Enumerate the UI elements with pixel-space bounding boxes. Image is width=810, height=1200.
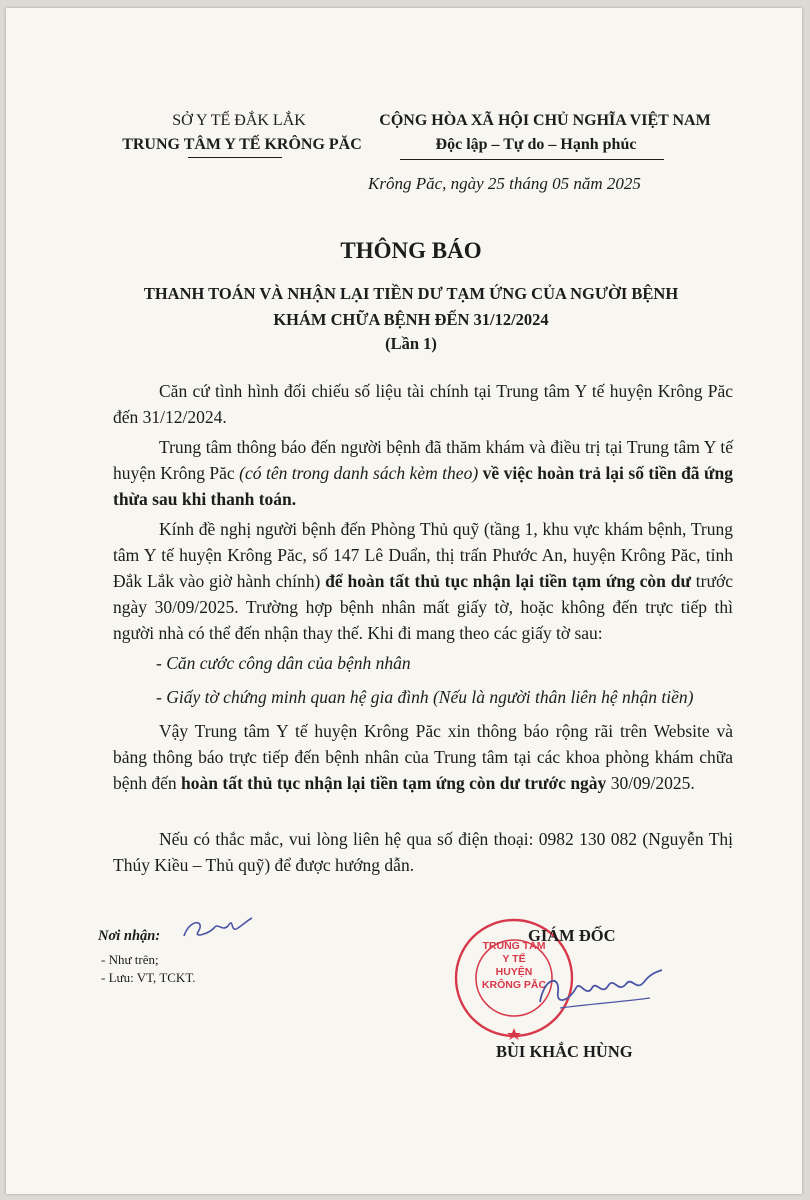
recipients-label: Nơi nhận: (98, 928, 161, 944)
p2-italic: (có tên trong danh sách kèm theo) (239, 463, 479, 483)
title-sub2: KHÁM CHỮA BỆNH ĐẾN 31/12/2024 (273, 310, 549, 329)
director-signature (530, 958, 670, 1018)
paragraph-5 (113, 826, 733, 878)
p3-text-end: trước ngày 30/09/2025. Trường hợp bệnh nhân mất giấy tờ, hoặc không đến trực tiếp thì người nhà có thể đến nhận thay thế. Khi đi mang theo các giấy tờ sau: (113, 571, 733, 643)
bullet-1: - Căn cước công dân của bệnh nhân (156, 653, 411, 673)
paragraph-5-text: Nếu có thắc mắc, vui lòng liên hệ qua số điện thoại: 0982 130 082 (Nguyễn Thị Thúy Kiều – Thủ quỹ) để được hướng dẫn. (113, 829, 733, 875)
nation-line2: Độc lập – Tự do – Hạnh phúc (435, 136, 637, 153)
document-page (6, 8, 802, 1194)
initials-signature (178, 908, 258, 944)
agency-line2: TRUNG TÂM Y TẾ KRÔNG PĂC (122, 136, 362, 153)
paragraph-1-text: Căn cứ tình hình đối chiếu số liệu tài chính tại Trung tâm Y tế huyện Krông Păc đến 31/12/2024. (113, 381, 733, 427)
stamp-line1: TRUNG TÂM (482, 940, 546, 952)
nation-underline (400, 159, 664, 160)
signer-title: GIÁM ĐỐC (528, 926, 616, 945)
p3-bold: để hoàn tất thủ tục nhận lại tiền tạm ứng còn dư (325, 571, 691, 591)
p4-bold: hoàn tất thủ tục nhận lại tiền tạm ứng còn dư trước ngày (181, 773, 607, 793)
p4-text: Vậy Trung tâm Y tế huyện Krông Păc xin thông báo rộng rãi trên Website và bảng thông báo trực tiếp đến bệnh nhân của Trung tâm tại các khoa phòng khám chữa bệnh đến (113, 721, 733, 793)
title-sub1: THANH TOÁN VÀ NHẬN LẠI TIỀN DƯ TẠM ỨNG CỦA NGƯỜI BỆNH (143, 284, 679, 303)
paragraph-4 (113, 718, 733, 796)
agency-line1: SỞ Y TẾ ĐẮK LẮK (172, 112, 306, 129)
signer-name: BÙI KHẮC HÙNG (496, 1042, 633, 1061)
stamp-line2: Y TẾ (502, 953, 526, 965)
paragraph-1 (113, 378, 733, 430)
place-date: Krông Păc, ngày 25 tháng 05 năm 2025 (368, 174, 641, 193)
recipient-1: - Như trên; (101, 952, 159, 967)
p2-text: Trung tâm thông báo đến người bệnh đã thăm khám và điều trị tại Trung tâm Y tế huyện Krông Păc (113, 437, 733, 483)
stamp-line4: KRÔNG PĂC (481, 979, 547, 991)
title-sub3: (Lần 1) (385, 334, 437, 353)
paragraph-3 (113, 516, 733, 646)
agency-underline (188, 157, 282, 158)
document-title: THÔNG BÁO (340, 238, 482, 263)
recipient-2: - Lưu: VT, TCKT. (101, 970, 196, 985)
p2-bold: về việc hoàn trả lại số tiền đã ứng thừa sau khi thanh toán. (113, 463, 733, 509)
p3-text: Kính đề nghị người bệnh đến Phòng Thủ quỹ (tầng 1, khu vực khám bệnh, Trung tâm Y tế huyện Krông Păc, số 147 Lê Duẩn, thị trấn Phước An, huyện Krông Păc, tỉnh Đắk Lắk vào giờ hành chính) (113, 519, 733, 591)
bullet-2: - Giấy tờ chứng minh quan hệ gia đình (Nếu là người thân liên hệ nhận tiền) (156, 687, 694, 707)
stamp-line3: HUYỆN (495, 966, 533, 978)
nation-line1: CỘNG HÒA XÃ HỘI CHỦ NGHĨA VIỆT NAM (379, 112, 711, 129)
paragraph-2 (113, 434, 733, 512)
p4-text-end: 30/09/2025. (606, 773, 695, 793)
